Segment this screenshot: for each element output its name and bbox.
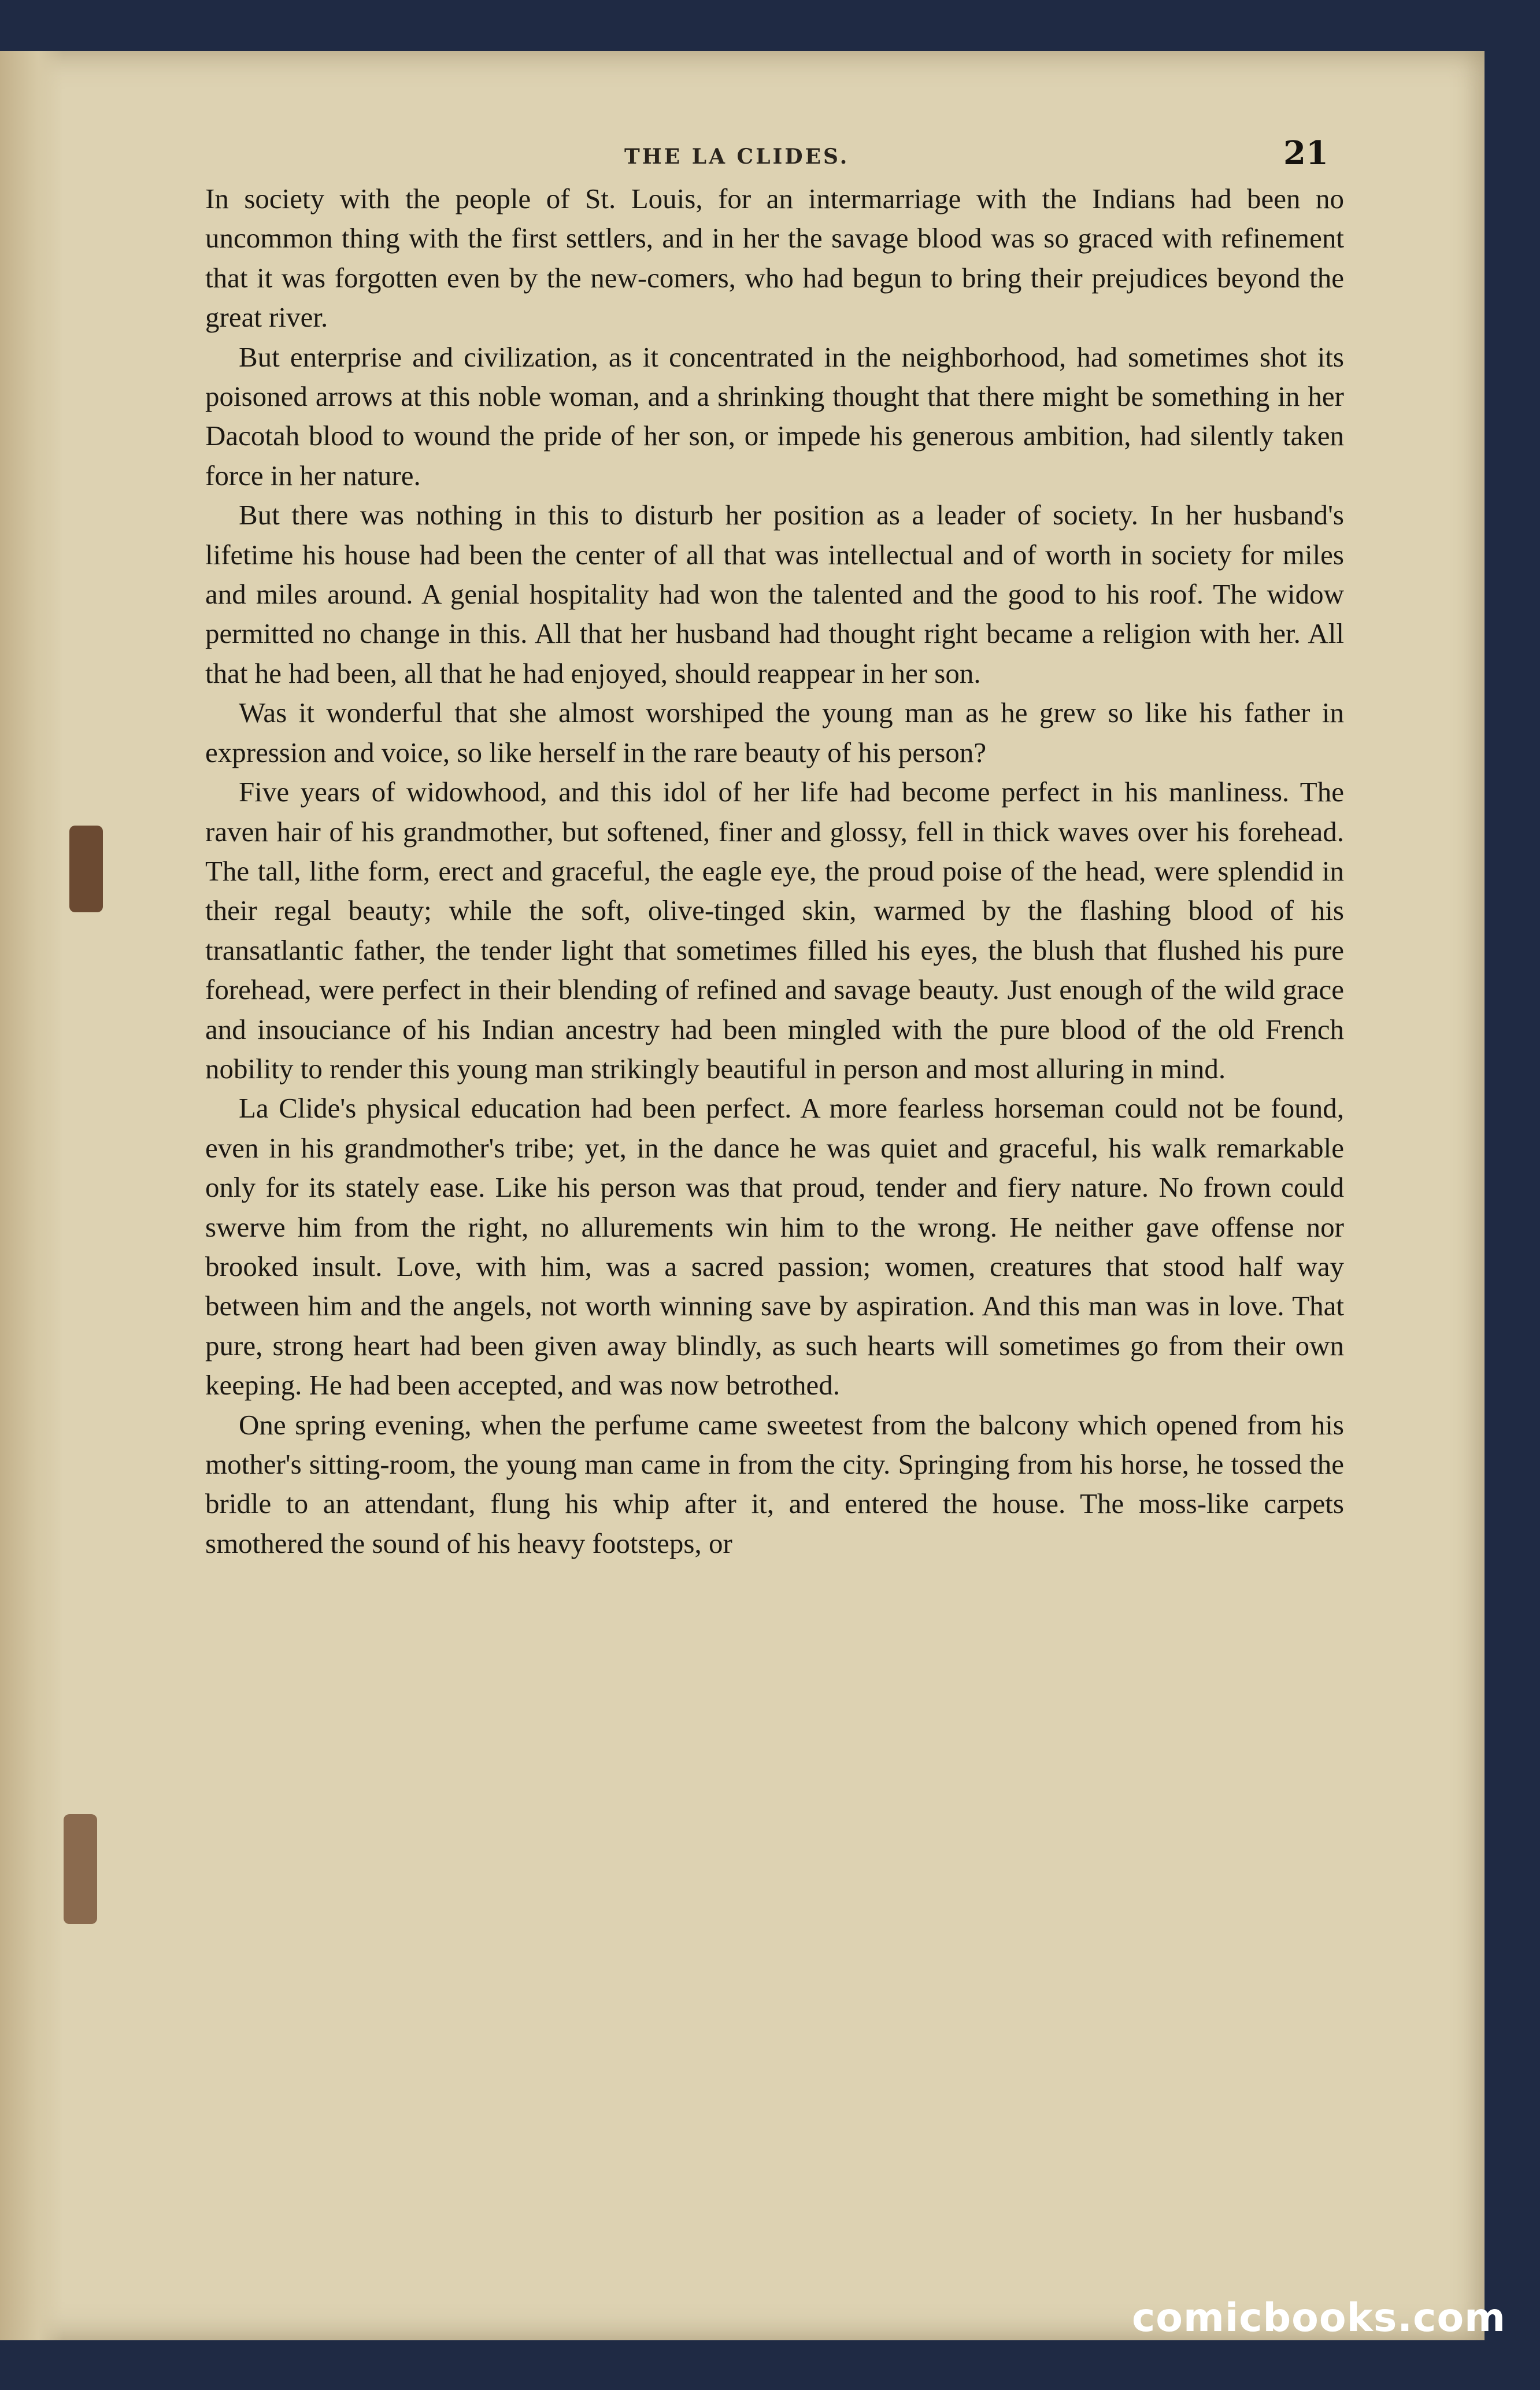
watermark-logo: comicbooks.com: [1132, 2295, 1506, 2341]
paragraph: One spring evening, when the perfume came sweetest from the balcony which opened from his mother's sitting-room, the young man came in from the city. Springing from his horse, he tossed the bridle to an attendant, flung his whip after it, and entered the house. The moss-like carpets smothered the sound of his heavy footsteps, or: [205, 1408, 1344, 1559]
binding-staple-top: [69, 826, 103, 912]
running-title: THE LA CLIDES.: [624, 145, 850, 169]
page-number: 21: [1283, 134, 1328, 172]
paragraph: Five years of widowhood, and this idol of her life had become perfect in his manliness. The raven hair of his grandmother, but softened, finer and glossy, fell in thick waves over his forehead. The tall, lithe form, erect and graceful, the eagle eye, the proud poise of the head, were splendid in their regal beauty; while the soft, olive-tinged skin, warmed by the flashing blood of his transatlantic father, the tender light that sometimes filled his eyes, the blush that flushed his pure forehead, were perfect in their blending of refined and savage beauty. Just enough of the wild grace and insouciance of his Indian ancestry had been mingled with the pure blood of the old French nobility to render this young man strikingly beautiful in person and most alluring in mind.: [205, 776, 1344, 1085]
paragraph: But enterprise and civilization, as it concentrated in the neighborhood, had sometimes shot its poisoned arrows at this noble woman, and a shrinking thought that there might be something in her Dacotah blood to wound the pride of her son, or impede his generous ambition, had silently taken force in her nature.: [205, 341, 1344, 491]
paragraph: In society with the people of St. Louis, for an intermarriage with the Indians had been no uncommon thing with the first settlers, and in her the savage blood was so graced with refinement that it was forgotten even by the new-comers, who had begun to bring their prejudices beyond the great river.: [205, 183, 1344, 334]
body-text: [205, 179, 1344, 1563]
paragraph: La Clide's physical education had been perfect. A more fearless horseman could not be found, even in his grandmother's tribe; yet, in the dance he was quiet and graceful, his walk remarkable only for its stately ease. Like his person was that proud, tender and fiery nature. No frown could swerve him from the right, no allurements win him to the wrong. He neither gave offense nor brooked insult. Love, with him, was a sacred passion; women, creatures that stood half way between him and the angels, not worth winning save by aspiration. And this man was in love. That pure, strong heart had been given away blindly, as such hearts will sometimes go from their own keeping. He had been accepted, and was now betrothed.: [205, 1092, 1344, 1401]
paragraph: But there was nothing in this to disturb her position as a leader of society. In her husband's lifetime his house had been the center of all that was intellectual and of worth in society for miles and miles around. A genial hospitality had won the talented and the good to his roof. The widow permitted no change in this. All that her husband had thought right became a religion with her. All that he had been, all that he had enjoyed, should reappear in her son.: [205, 499, 1344, 689]
paragraph: Was it wonderful that she almost worshiped the young man as he grew so like his father in expression and voice, so like herself in the rare beauty of his person?: [205, 697, 1344, 768]
page-gutter: [0, 51, 64, 2340]
binding-staple-bottom: [64, 1814, 97, 1924]
